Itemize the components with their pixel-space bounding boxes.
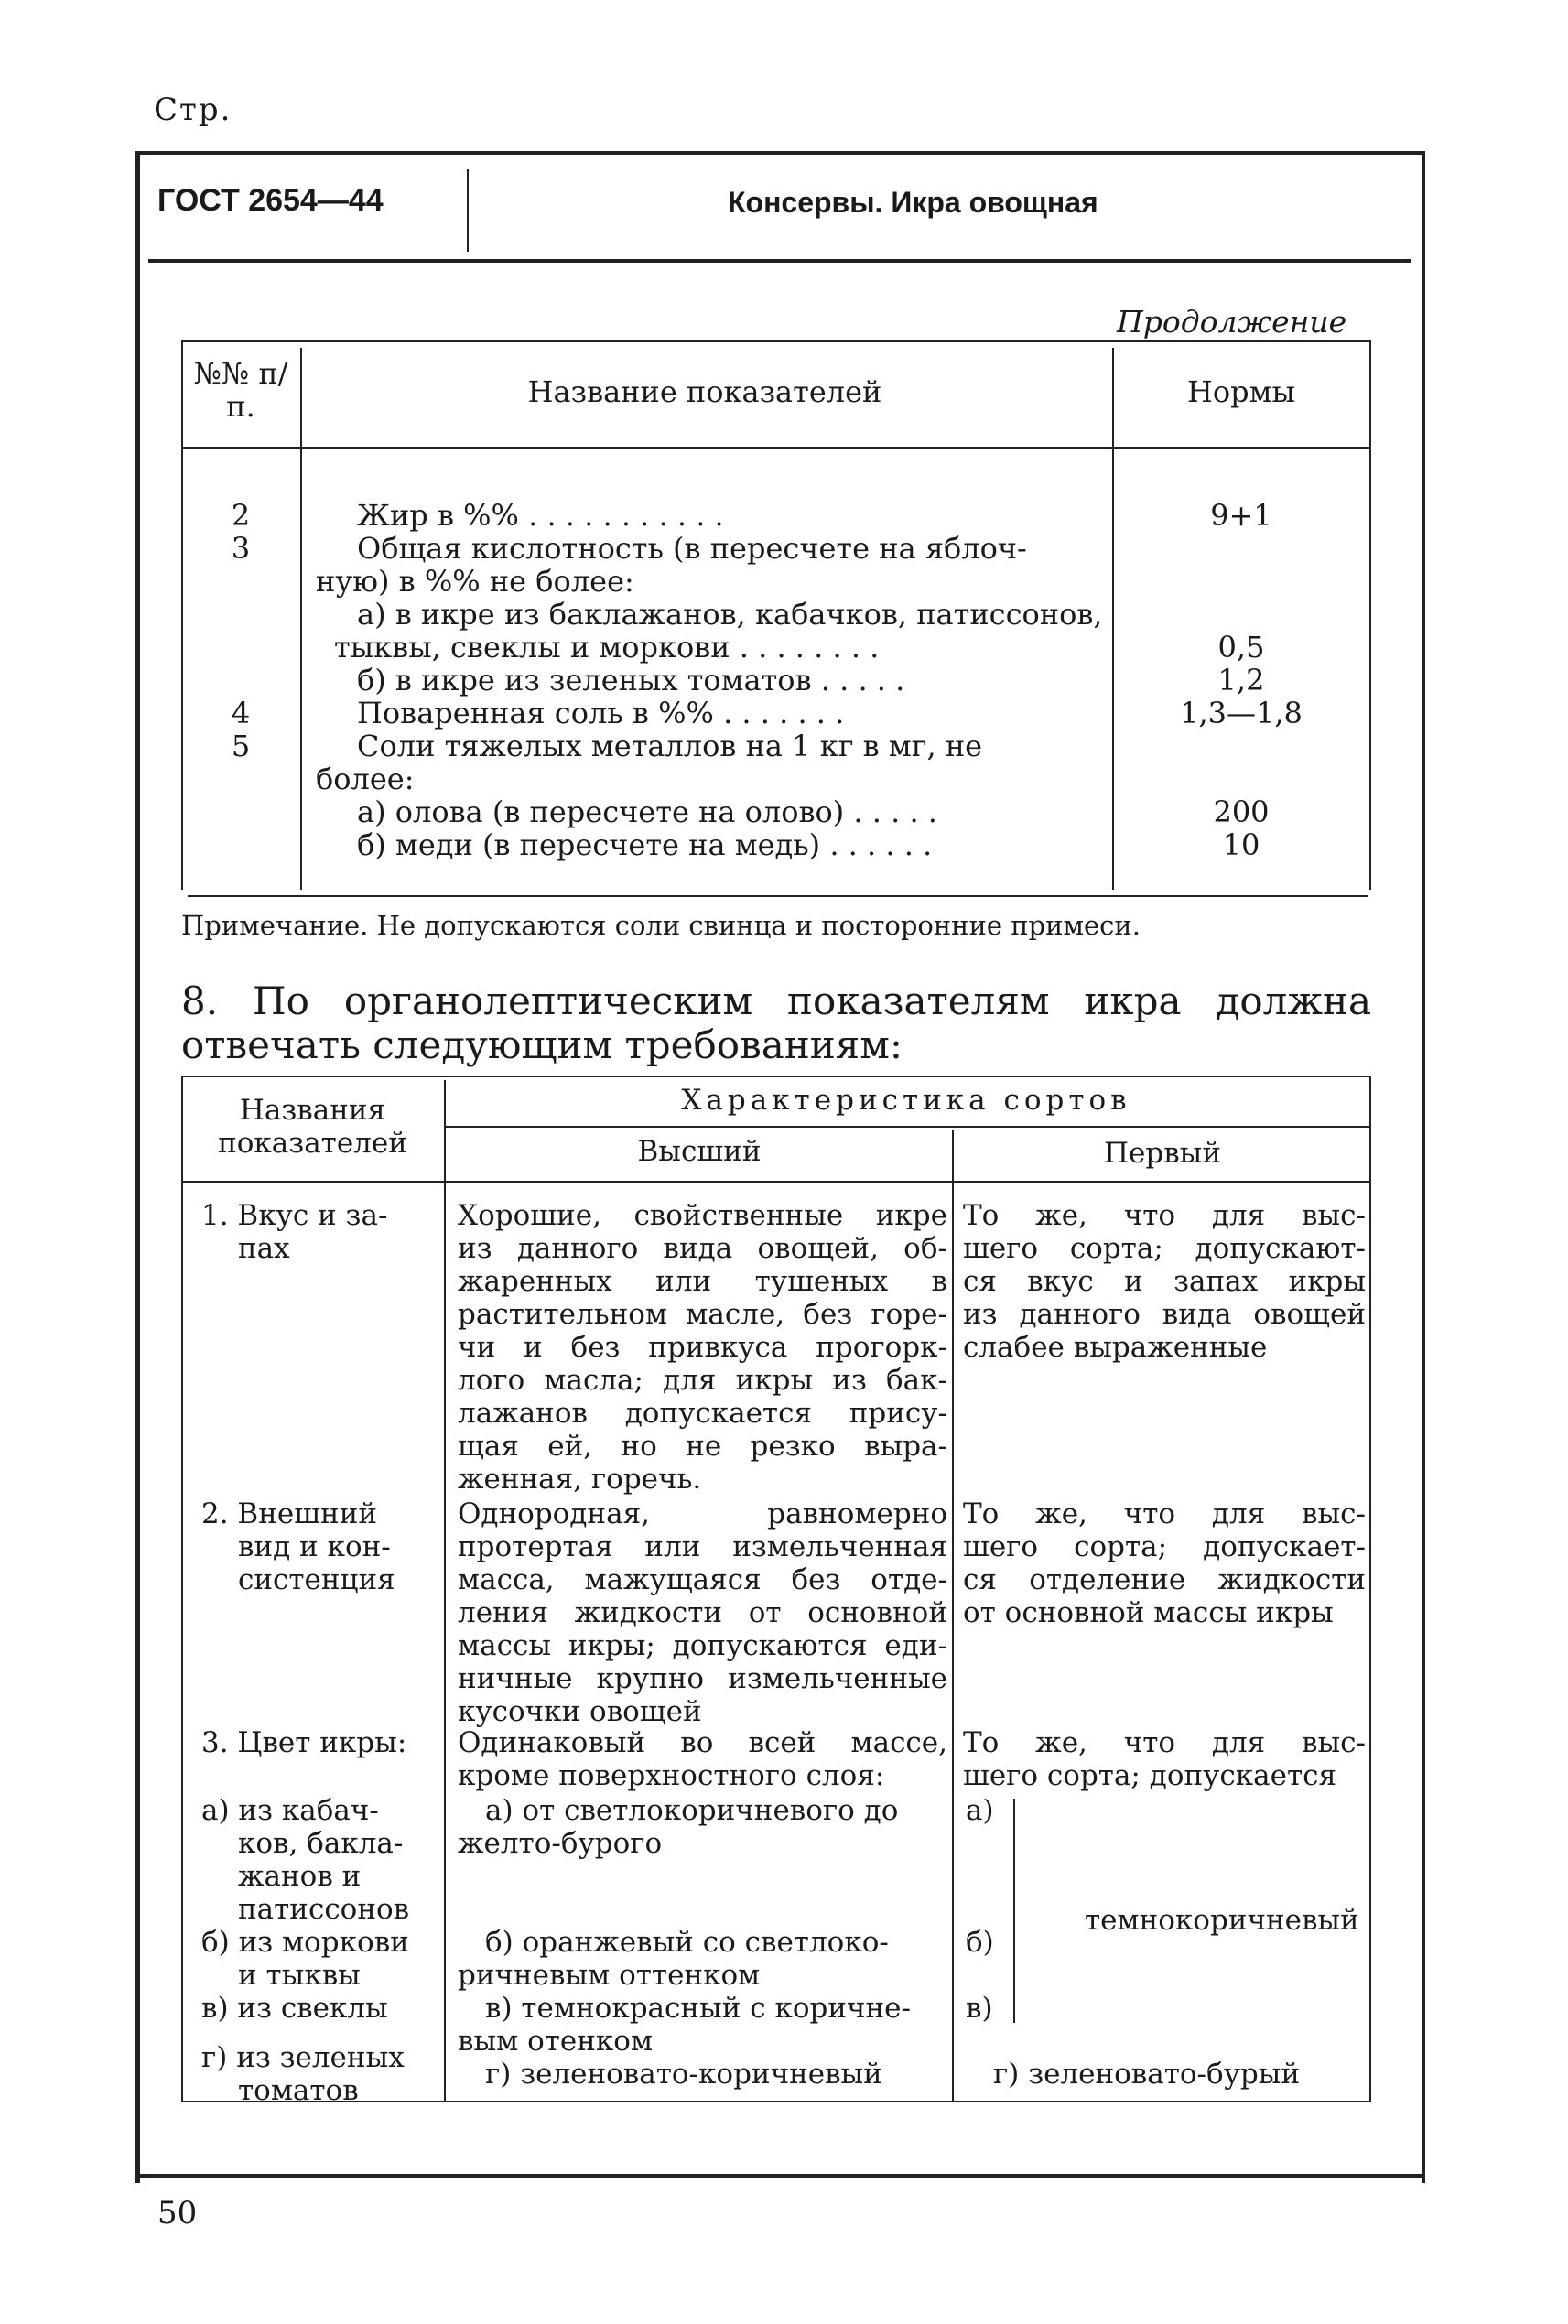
t1-row-num: 2 xyxy=(231,498,251,533)
text-line: щая ей, но не резко выра- xyxy=(458,1430,947,1463)
t1-row-norm: 10 xyxy=(1222,827,1260,862)
text-line: растительном масле, без горе- xyxy=(458,1298,947,1331)
t2-color-high-d: г) зеленовато-коричневый xyxy=(485,2058,882,2091)
t1-row-num: 3 xyxy=(231,531,251,566)
t1-top-line xyxy=(181,340,1371,342)
t2-name-divider xyxy=(444,1080,446,2101)
text-line: от основной массы икры xyxy=(963,1596,1334,1629)
t1-row-text: Жир в %% . . . . . . . . . . . xyxy=(357,498,724,533)
text-line: из данного вида овощей, об- xyxy=(458,1232,947,1265)
text-line: патиссонов xyxy=(238,1893,410,1926)
t2-row3-name: 3. Цвет икры: xyxy=(201,1726,407,1759)
t1-row-text: ную) в %% не более: xyxy=(316,564,634,599)
text-line: шего сорта; допускает- xyxy=(963,1530,1366,1563)
t2-top-line xyxy=(181,1076,1371,1077)
text-line: лажанов допускается прису- xyxy=(458,1397,947,1430)
t2-color-first-d: г) зеленовато-бурый xyxy=(993,2058,1301,2091)
t1-row-norm: 1,3—1,8 xyxy=(1180,696,1303,730)
text-line: массы икры; допускаются еди- xyxy=(458,1629,947,1662)
t1-col-norm: Нормы xyxy=(1186,374,1295,409)
t2-row2-first xyxy=(963,1497,1366,1629)
t1-row-text: более: xyxy=(316,762,415,796)
t2-header-line xyxy=(181,1181,1371,1183)
t2-left-border xyxy=(181,1076,183,2101)
text-line: То же, что для выс- xyxy=(963,1199,1366,1232)
text-line: ления жидкости от основной xyxy=(458,1596,947,1629)
text-line: То же, что для выс- xyxy=(963,1726,1366,1759)
t1-row-norm: 200 xyxy=(1213,794,1270,829)
text-line: кроме поверхностного слоя: xyxy=(458,1759,885,1792)
text-line: б) оранжевый со светлоко- xyxy=(485,1926,889,1959)
text-line: г) из зеленых xyxy=(201,2041,405,2074)
brace-icon xyxy=(1013,1799,1015,2023)
t2-color-high-c xyxy=(458,1992,947,2058)
t2-row2-high xyxy=(458,1497,947,1728)
text-line: из данного вида овощей xyxy=(963,1298,1366,1331)
t2-row3-high xyxy=(458,1726,947,1792)
text-line: в) темнокрасный с коричне- xyxy=(485,1992,911,2025)
text-line: 1. Вкус и за- xyxy=(201,1199,388,1232)
text-line: ричневым оттенком xyxy=(458,1959,761,1992)
text-line: а) от светлокоричневого до xyxy=(485,1794,899,1827)
text-line: протертая или измельченная xyxy=(458,1530,947,1563)
t1-row-num: 5 xyxy=(231,729,251,763)
text-line: вым отенком xyxy=(458,2025,654,2058)
t2-row2-name xyxy=(201,1497,439,1596)
text-line: систенция xyxy=(238,1563,395,1596)
text-line: шего сорта; допускают- xyxy=(963,1232,1366,1265)
t1-right-border xyxy=(1369,340,1371,890)
t2-color-first-a: а) xyxy=(966,1794,994,1827)
header-divider xyxy=(467,169,469,252)
text-line: и тыквы xyxy=(238,1959,361,1992)
text-line: шего сорта; допускается xyxy=(963,1759,1337,1792)
t2-right-border xyxy=(1369,1076,1371,2101)
text-line: пах xyxy=(238,1232,290,1265)
t2-color-first-c: в) xyxy=(966,1992,993,2025)
text-line: желто-бурого xyxy=(458,1827,663,1860)
t1-row-text: тыквы, свеклы и моркови . . . . . . . . xyxy=(334,630,880,665)
text-line: в) из свеклы xyxy=(201,1992,388,2025)
t2-sort-divider xyxy=(952,1130,954,2101)
t2-subheader-line xyxy=(446,1126,1369,1128)
t1-num-divider xyxy=(300,348,302,890)
t2-color-high-b xyxy=(458,1926,947,1992)
t2-col-names: Названия показателей xyxy=(218,1094,407,1160)
continuation-label: Продолжение xyxy=(1117,304,1347,340)
text-line: ков, бакла- xyxy=(238,1827,404,1860)
t1-row-text: а) в икре из баклажанов, кабачков, патиссонов, xyxy=(357,597,1103,632)
text-line: слабее выраженные xyxy=(963,1331,1268,1364)
text-line: ся отделение жидкости xyxy=(963,1563,1366,1596)
t1-col-name: Название показателей xyxy=(527,374,882,409)
t2-row1-name xyxy=(201,1199,439,1265)
gost-number: ГОСТ 2654—44 xyxy=(157,183,384,218)
text-line: ся вкус и запах икры xyxy=(963,1265,1366,1298)
text-line: масса, мажущаяся без отде- xyxy=(458,1563,947,1596)
t1-row-norm: 1,2 xyxy=(1217,663,1265,697)
text-line: женная, горечь. xyxy=(458,1463,702,1496)
t1-row-norm: 0,5 xyxy=(1217,630,1265,665)
text-line: жанов и xyxy=(238,1860,362,1893)
text-line: чи и без привкуса прогорк- xyxy=(458,1331,947,1364)
t1-row-text: б) в икре из зеленых томатов . . . . . xyxy=(357,663,905,697)
text-line: томатов xyxy=(238,2074,359,2107)
text-line: 2. Внешний xyxy=(201,1497,378,1530)
document-title: Консервы. Икра овощная xyxy=(728,186,1098,219)
footer-rule xyxy=(135,2174,1422,2178)
t1-row-text: Общая кислотность (в пересчете на яблоч- xyxy=(357,531,1027,566)
text-line: б) из моркови xyxy=(201,1926,409,1959)
t2-col-high: Высший xyxy=(637,1135,762,1168)
table-note: Примечание. Не допускаются соли свинца и посторонние примеси. xyxy=(181,910,1141,941)
t2-color-names xyxy=(201,1794,441,2107)
t1-left-border xyxy=(181,340,183,890)
t1-bottom-line xyxy=(188,895,1368,897)
text-line: лого масла; для икры из бак- xyxy=(458,1364,947,1397)
text-line: Хорошие, свойственные икре xyxy=(458,1199,947,1232)
header-bottom-rule xyxy=(148,259,1411,263)
t1-norm-divider xyxy=(1112,348,1114,890)
t2-color-first-b: б) xyxy=(966,1926,994,1959)
corner-mark: Стр. xyxy=(154,92,232,128)
text-line: То же, что для выс- xyxy=(963,1497,1366,1530)
t2-row1-first xyxy=(963,1199,1366,1364)
header-top-rule xyxy=(135,151,1422,155)
t2-col-char: Характеристика сортов xyxy=(681,1084,1131,1117)
text-line: вид и кон- xyxy=(238,1530,391,1563)
text-line: Однородная, равномерно xyxy=(458,1497,947,1530)
t1-row-num: 4 xyxy=(231,696,251,730)
t1-row-text: а) олова (в пересчете на олово) . . . . . xyxy=(357,794,937,829)
t1-col-num: №№ п/п. xyxy=(193,356,288,424)
t2-row3-first xyxy=(963,1726,1366,1792)
text-line: ничные крупно измельченные xyxy=(458,1662,947,1695)
t1-row-norm: 9+1 xyxy=(1210,498,1272,533)
page-number: 50 xyxy=(157,2195,198,2232)
t2-color-high-a xyxy=(458,1794,947,1860)
t1-header-line xyxy=(181,447,1371,449)
t1-row-text: Соли тяжелых металлов на 1 кг в мг, не xyxy=(357,729,983,763)
t2-row1-high xyxy=(458,1199,947,1496)
t2-col-first: Первый xyxy=(1103,1137,1221,1170)
t1-row-text: б) меди (в пересчете на медь) . . . . . . xyxy=(357,827,933,862)
t2-color-first-brace: темнокоричневый xyxy=(1085,1904,1359,1937)
section-paragraph: 8. По органолептическим показателям икра должна отвечать следующим требованиям: xyxy=(181,978,1371,1067)
text-line: жаренных или тушеных в xyxy=(458,1265,947,1298)
text-line: Одинаковый во всей массе, xyxy=(458,1726,947,1759)
text-line: а) из кабач- xyxy=(201,1794,379,1827)
t1-row-text: Поваренная соль в %% . . . . . . . xyxy=(357,696,845,730)
text-line: кусочки овощей xyxy=(458,1695,702,1728)
